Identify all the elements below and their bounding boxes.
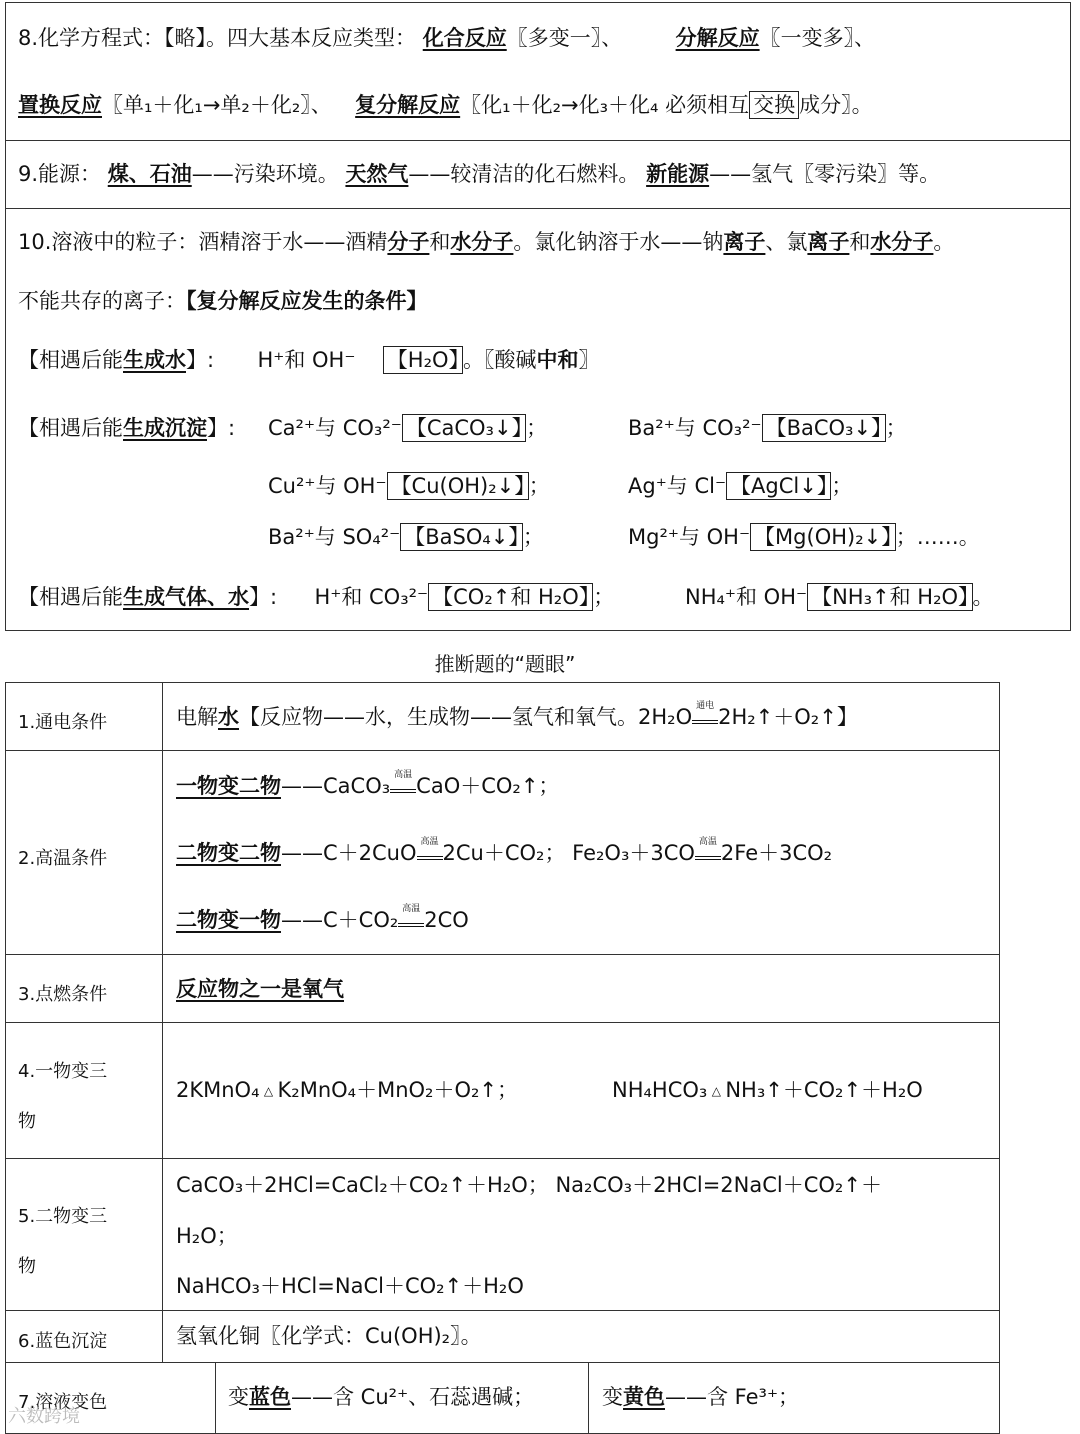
text: 【相遇后能 bbox=[18, 416, 123, 440]
precipitate-label bbox=[18, 418, 235, 439]
term-decomposition: 分解反应 bbox=[675, 26, 760, 50]
key-word: 中和 bbox=[536, 348, 579, 372]
exchange-box: 交换 bbox=[749, 91, 799, 119]
energy-note: ——氢气〖零污染〗等。 bbox=[709, 162, 941, 186]
gas-line-2 bbox=[685, 587, 994, 608]
precipitate-item bbox=[628, 476, 852, 497]
product-box: 【BaSO₄↓】 bbox=[400, 523, 523, 551]
column-divider bbox=[588, 1362, 589, 1434]
term-combination: 化合反应 bbox=[422, 26, 507, 50]
text: 】: bbox=[186, 348, 215, 372]
row-1-content bbox=[176, 701, 858, 729]
condition-sign bbox=[390, 770, 416, 797]
ions: H⁺和 OH⁻ bbox=[257, 348, 356, 372]
text: 【相遇后能 bbox=[18, 348, 123, 372]
condition: 高温 bbox=[420, 837, 439, 847]
text: 。氯化钠溶于水——钠 bbox=[513, 230, 724, 254]
row-2-line-c bbox=[176, 904, 469, 932]
section-9-line bbox=[18, 164, 940, 185]
divider bbox=[5, 208, 1071, 209]
text: 电解 bbox=[176, 705, 218, 729]
section-9-label: 9.能源： bbox=[18, 162, 102, 186]
text: 。 bbox=[972, 585, 994, 609]
precipitate-item bbox=[268, 476, 550, 497]
term-double-decomposition: 复分解反应 bbox=[355, 93, 461, 117]
product-box: 【NH₃↑和 H₂O】 bbox=[807, 583, 972, 611]
ions: Cu²⁺与 OH⁻ bbox=[268, 474, 387, 498]
key-word: 生成气体、水 bbox=[123, 585, 249, 609]
key-word: 黄色 bbox=[623, 1385, 665, 1409]
key-word: 水分子 bbox=[870, 230, 934, 254]
row-7-blue bbox=[228, 1387, 534, 1408]
precipitate-item bbox=[628, 418, 907, 439]
key-word: 生成水 bbox=[123, 348, 186, 372]
key-word: 一物变二物 bbox=[176, 774, 281, 798]
text: ——C＋2CuO bbox=[281, 841, 417, 865]
row-2-line-b bbox=[176, 837, 833, 865]
condition: 高温 bbox=[394, 770, 413, 780]
product-box: 【Mg(OH)₂↓】 bbox=[750, 523, 896, 551]
row-5-line-2: H₂O； bbox=[176, 1224, 238, 1248]
text: 2KMnO₄ bbox=[176, 1078, 260, 1102]
row-2-label: 2.高温条件 bbox=[18, 848, 108, 869]
row-5-label: 5.二物变三 bbox=[18, 1206, 108, 1227]
term-note: 成分〗。 bbox=[799, 93, 873, 117]
text: 和 bbox=[429, 230, 451, 254]
row-5-label-cont: 物 bbox=[18, 1256, 36, 1277]
text: ； bbox=[528, 474, 550, 498]
ions: Mg²⁺与 OH⁻ bbox=[628, 525, 751, 549]
text: 不能共存的离子： bbox=[18, 289, 186, 313]
divider bbox=[5, 140, 1071, 141]
text: CaO＋CO₂↑； bbox=[416, 774, 560, 798]
row-1-label: 1.通电条件 bbox=[18, 712, 108, 733]
section-8-line-2 bbox=[18, 95, 873, 116]
heat-icon: △ bbox=[711, 1084, 721, 1098]
text: 】: bbox=[207, 416, 236, 440]
text: 】: bbox=[249, 585, 278, 609]
energy-new: 新能源 bbox=[646, 162, 710, 186]
text: ——含 Fe³⁺； bbox=[665, 1385, 800, 1409]
row-2-line-a bbox=[176, 770, 560, 798]
product-box: 【AgCl↓】 bbox=[726, 472, 831, 500]
row-4-label: 4.一物变三 bbox=[18, 1061, 108, 1082]
text: ； bbox=[885, 416, 907, 440]
row-4-content-2 bbox=[612, 1080, 923, 1101]
energy-note: ——较清洁的化石燃料。 bbox=[408, 162, 640, 186]
key-word: 蓝色 bbox=[249, 1385, 291, 1409]
key-word: 分子 bbox=[387, 230, 430, 254]
product-box: 【Cu(OH)₂↓】 bbox=[387, 472, 529, 500]
text: 2H₂↑＋O₂↑】 bbox=[718, 705, 858, 729]
text: 和 bbox=[849, 230, 871, 254]
text: NH₄HCO₃ bbox=[612, 1078, 708, 1102]
key-word: 生成沉淀 bbox=[123, 416, 207, 440]
condition-sign bbox=[695, 837, 721, 864]
text: 、氯 bbox=[765, 230, 808, 254]
text: ； bbox=[831, 474, 853, 498]
text: NH₃↑＋CO₂↑＋H₂O bbox=[725, 1078, 923, 1102]
table-title: 推断题的“题眼” bbox=[434, 652, 576, 676]
precipitate-item bbox=[268, 527, 544, 548]
row-4-label-cont: 物 bbox=[18, 1111, 36, 1132]
text: 。〖酸碱 bbox=[463, 348, 537, 372]
energy-natural-gas: 天然气 bbox=[345, 162, 409, 186]
heading: 【复分解反应发生的条件】 bbox=[186, 289, 428, 313]
text: 2CO bbox=[424, 908, 469, 932]
text: 变 bbox=[228, 1385, 249, 1409]
section-8-line-1 bbox=[18, 28, 875, 49]
condition: 高温 bbox=[402, 904, 421, 914]
text: 2Fe＋3CO₂ bbox=[720, 841, 833, 865]
row-4-content bbox=[176, 1080, 518, 1101]
term-note: 〖一变多〗、 bbox=[759, 26, 876, 50]
row-divider bbox=[5, 954, 1000, 955]
ions: Ag⁺与 Cl⁻ bbox=[628, 474, 727, 498]
row-divider bbox=[5, 1310, 1000, 1311]
key-word: 离子 bbox=[723, 230, 766, 254]
energy-note: ——污染环境。 bbox=[191, 162, 339, 186]
condition: 通电 bbox=[696, 701, 715, 711]
key-word: 二物变二物 bbox=[176, 841, 281, 865]
section-10-label: 10.溶液中的粒子： bbox=[18, 230, 199, 254]
row-divider bbox=[5, 750, 1000, 751]
row-divider bbox=[5, 1022, 1000, 1023]
term-note: 〖化₁＋化₂→化₃＋化₄ 必须相互 bbox=[460, 93, 750, 117]
text: ； bbox=[593, 585, 615, 609]
row-7-label: 7.溶液变色 bbox=[18, 1392, 108, 1413]
key-word: 二物变一物 bbox=[176, 908, 281, 932]
key-word: 水分子 bbox=[450, 230, 514, 254]
section-8-label: 8.化学方程式：【略】。四大基本反应类型： bbox=[18, 26, 417, 50]
ions: Ba²⁺与 CO₃²⁻ bbox=[628, 416, 762, 440]
key-word: 水 bbox=[218, 705, 239, 729]
text: 变 bbox=[602, 1385, 623, 1409]
text: 【反应物——水，生成物——氢气和氧气。2H₂O bbox=[239, 705, 693, 729]
key-word: 离子 bbox=[807, 230, 850, 254]
ions: H⁺和 CO₃²⁻ bbox=[314, 585, 429, 609]
column-divider bbox=[215, 1362, 216, 1434]
gas-line bbox=[18, 587, 614, 608]
section-10-heading bbox=[18, 291, 428, 312]
row-5-line-3: NaHCO₃＋HCl=NaCl＋CO₂↑＋H₂O bbox=[176, 1274, 524, 1298]
text: K₂MnO₄＋MnO₂＋O₂↑； bbox=[277, 1078, 519, 1102]
row-3-label: 3.点燃条件 bbox=[18, 984, 108, 1005]
product-box: 【H₂O】 bbox=[383, 346, 463, 374]
term-replacement: 置换反应 bbox=[18, 93, 102, 117]
precipitate-item bbox=[628, 527, 980, 548]
ions: NH₄⁺和 OH⁻ bbox=[685, 585, 808, 609]
condition-sign bbox=[417, 837, 443, 864]
condition: 高温 bbox=[698, 837, 717, 847]
row-divider bbox=[5, 1362, 1000, 1363]
section-10-line-1 bbox=[18, 232, 954, 253]
ions: Ca²⁺与 CO₃²⁻ bbox=[268, 416, 402, 440]
text: 酒精溶于水——酒精 bbox=[198, 230, 388, 254]
energy-coal-oil: 煤、石油 bbox=[107, 162, 192, 186]
precipitate-item bbox=[268, 418, 547, 439]
text: 〗 bbox=[578, 348, 600, 372]
text: ——CaCO₃ bbox=[281, 774, 391, 798]
text: 【相遇后能 bbox=[18, 585, 123, 609]
row-5-line-1: CaCO₃＋2HCl=CaCl₂＋CO₂↑＋H₂O； Na₂CO₃＋2HCl=2NaCl＋CO₂↑＋ bbox=[176, 1173, 882, 1197]
row-7-yellow bbox=[602, 1387, 799, 1408]
watermark: 六数跨境 bbox=[8, 1406, 80, 1427]
text: ；……。 bbox=[895, 525, 980, 549]
water-line bbox=[18, 350, 600, 371]
term-note: 〖多变一〗、 bbox=[506, 26, 623, 50]
product-box: 【CaCO₃↓】 bbox=[402, 414, 526, 442]
text: 。 bbox=[933, 230, 955, 254]
row-3-content: 反应物之一是氧气 bbox=[176, 977, 344, 1001]
text: ——C＋CO₂ bbox=[281, 908, 399, 932]
row-divider bbox=[5, 1158, 1000, 1159]
text: ； bbox=[522, 525, 544, 549]
row-6-content: 氢氧化铜〖化学式：Cu(OH)₂〗。 bbox=[176, 1324, 482, 1348]
ions: Ba²⁺与 SO₄²⁻ bbox=[268, 525, 401, 549]
text: ——含 Cu²⁺、石蕊遇碱； bbox=[291, 1385, 535, 1409]
product-box: 【BaCO₃↓】 bbox=[762, 414, 886, 442]
row-6-label: 6.蓝色沉淀 bbox=[18, 1331, 108, 1352]
condition-sign bbox=[692, 701, 718, 728]
condition-sign bbox=[398, 904, 424, 931]
term-note: 〖单₁＋化₁→单₂＋化₂〗、 bbox=[102, 93, 332, 117]
text: ； bbox=[526, 416, 548, 440]
text: 2Cu＋CO₂； Fe₂O₃＋3CO bbox=[442, 841, 695, 865]
heat-icon: △ bbox=[263, 1084, 274, 1098]
product-box: 【CO₂↑和 H₂O】 bbox=[428, 583, 593, 611]
